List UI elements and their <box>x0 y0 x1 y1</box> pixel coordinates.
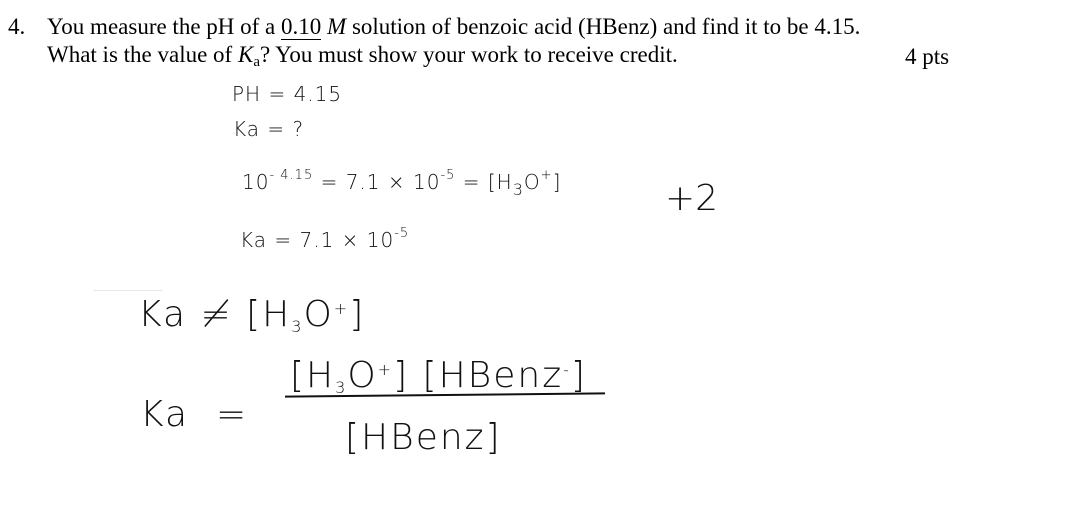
grader-fraction-denominator: [HBenz] <box>345 417 502 458</box>
num-h3o-o: O <box>347 355 378 396</box>
calc-base: 10 <box>242 170 270 194</box>
handwritten-ph: PH = 4.15 <box>232 82 343 106</box>
neq-symbol: ≠ <box>200 294 233 335</box>
eq-ka: Ka <box>140 394 190 435</box>
question-text-2b: ? You must show your work to receive credit. <box>259 42 678 67</box>
handwritten-ka-value <box>240 228 409 252</box>
num-h3o-charge: + <box>377 360 394 379</box>
num-h3o-open: [H <box>290 355 336 396</box>
calc-result-exponent: -5 <box>440 168 456 183</box>
grader-ka-equals <box>140 394 248 435</box>
faint-mark <box>93 290 163 291</box>
eq-symbol: = <box>215 394 249 435</box>
neq-h3o-close: ] <box>349 294 366 335</box>
question-number: 4. <box>8 14 26 39</box>
question-line-2 <box>47 42 678 68</box>
ka-value-exponent: -5 <box>394 226 410 241</box>
num-benz: ] [HBenz <box>393 355 564 396</box>
ka-symbol: K <box>237 42 254 67</box>
num-benz-charge: - <box>563 360 571 379</box>
ka-subscript: a <box>253 54 260 70</box>
calc-result: = 7.1 × 10 <box>313 170 441 194</box>
grader-fraction-numerator <box>290 355 587 396</box>
neq-h3o-charge: + <box>333 299 350 318</box>
num-h3o-sub: 3 <box>335 378 348 397</box>
question-text-2a: What is the value of <box>47 42 238 67</box>
neq-h3o-open: [H <box>246 294 292 335</box>
concentration-value: 0.10 <box>281 14 322 39</box>
ka-value-mantissa: 7.1 × 10 <box>299 228 395 252</box>
calc-h3o-sub: 3 <box>512 180 524 199</box>
points-label: 4 pts <box>905 44 950 69</box>
calc-exponent: - 4.15 <box>269 168 314 183</box>
molarity-unit: M <box>327 14 347 39</box>
calc-h3o-charge: + <box>540 168 553 183</box>
grader-ka-not-equal <box>138 294 365 335</box>
num-benz-close: ] <box>570 355 587 396</box>
calc-h3o-close: ] <box>552 170 562 194</box>
ka-value-label: Ka = <box>240 228 300 252</box>
handwritten-ka-question: Ka = ? <box>233 117 305 141</box>
calc-h3o-o: O <box>523 170 541 194</box>
neq-ka: Ka <box>138 294 188 335</box>
question-text-1a: You measure the pH of a <box>47 14 282 39</box>
neq-h3o-o: O <box>303 294 334 335</box>
question-text-1b: solution of benzoic acid (HBenz) and find it to be 4.15. <box>346 14 861 39</box>
question-line-1 <box>8 14 860 40</box>
handwritten-calculation <box>242 168 562 199</box>
calc-h3o-open: = [H <box>455 170 513 194</box>
neq-h3o-sub: 3 <box>291 317 304 336</box>
grader-score: +2 <box>665 178 719 219</box>
